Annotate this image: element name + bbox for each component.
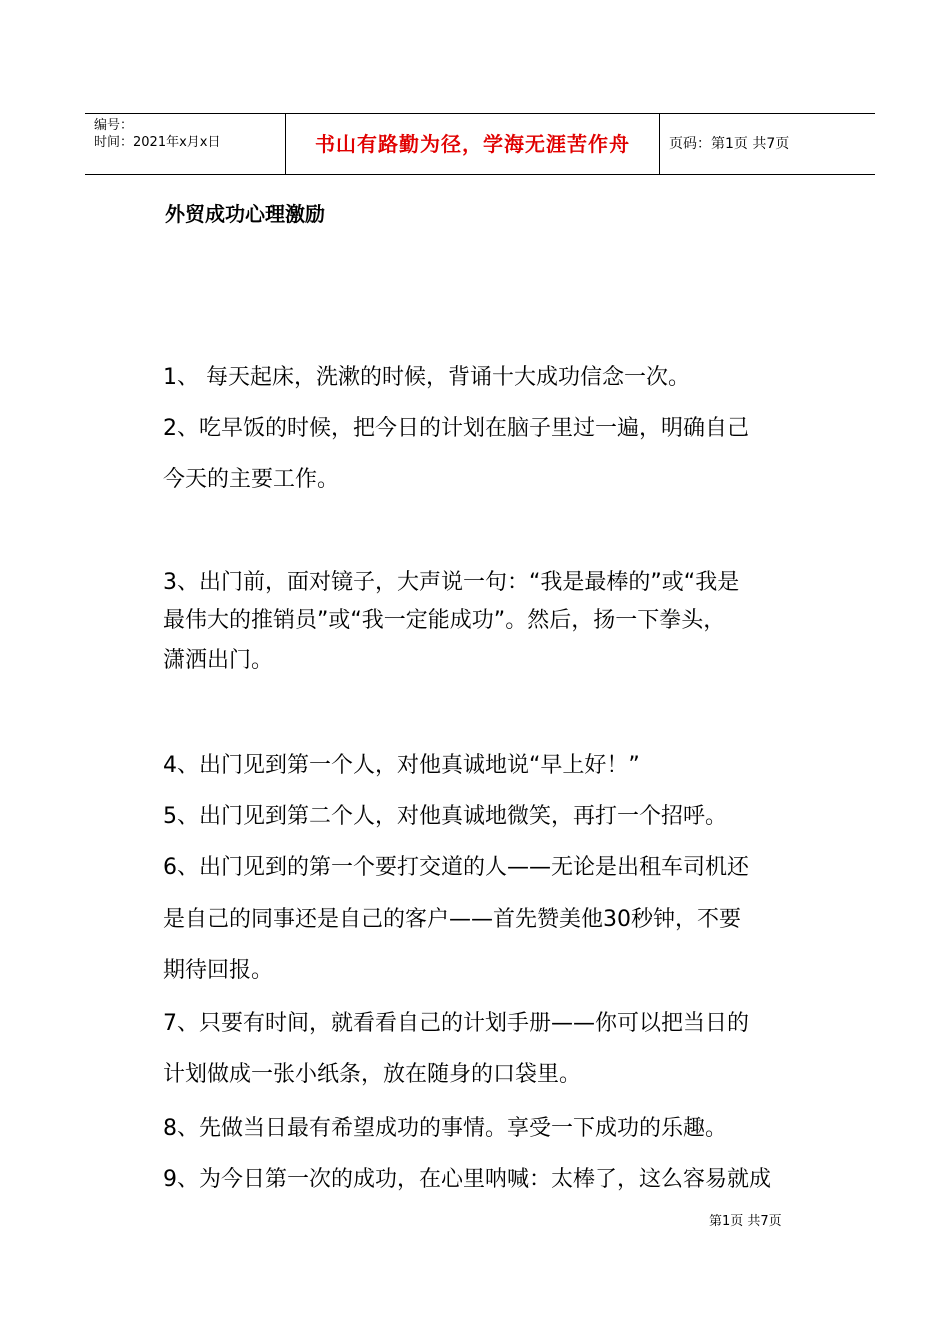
body-line: 5、出门见到第二个人，对他真诚地微笑，再打一个招呼。 [163, 804, 727, 829]
document-title: 外贸成功心理激励 [165, 202, 325, 226]
body-line: 今天的主要工作。 [163, 467, 340, 492]
body-line: 潇洒出门。 [163, 648, 274, 673]
body-line: 期待回报。 [163, 958, 274, 983]
body-line: 9、为今日第一次的成功，在心里呐喊：太棒了，这么容易就成 [163, 1167, 771, 1192]
body-line: 2、吃早饭的时候，把今日的计划在脑子里过一遍，明确自己 [163, 416, 749, 441]
body-line: 7、只要有时间，就看看自己的计划手册——你可以把当日的 [163, 1011, 749, 1036]
number-label: 编号： [94, 118, 134, 133]
page-header [85, 113, 875, 175]
body-line: 是自己的同事还是自己的客户——首先赞美他30秒钟，不要 [163, 907, 741, 932]
body-line: 计划做成一张小纸条，放在随身的口袋里。 [163, 1062, 582, 1087]
body-line: 6、出门见到的第一个要打交道的人——无论是出租车司机还 [163, 855, 749, 880]
header-motto: 书山有路勤为径，学海无涯苦作舟 [285, 114, 660, 174]
body-line: 最伟大的推销员”或“我一定能成功”。然后，扬一下拳头， [163, 608, 726, 633]
page-footer: 第1页 共7页 [709, 1214, 782, 1229]
body-line: 8、先做当日最有希望成功的事情。享受一下成功的乐趣。 [163, 1116, 727, 1141]
body-line: 1、 每天起床，洗漱的时候，背诵十大成功信念一次。 [163, 365, 690, 390]
body-line: 3、出门前，面对镜子，大声说一句：“我是最棒的”或“我是 [163, 570, 740, 595]
time-label: 时间：2021年x月x日 [94, 135, 221, 150]
header-page-info: 页码：第1页 共7页 [669, 136, 790, 152]
body-line: 4、出门见到第一个人，对他真诚地说“早上好！” [163, 753, 640, 778]
header-meta [85, 114, 285, 174]
